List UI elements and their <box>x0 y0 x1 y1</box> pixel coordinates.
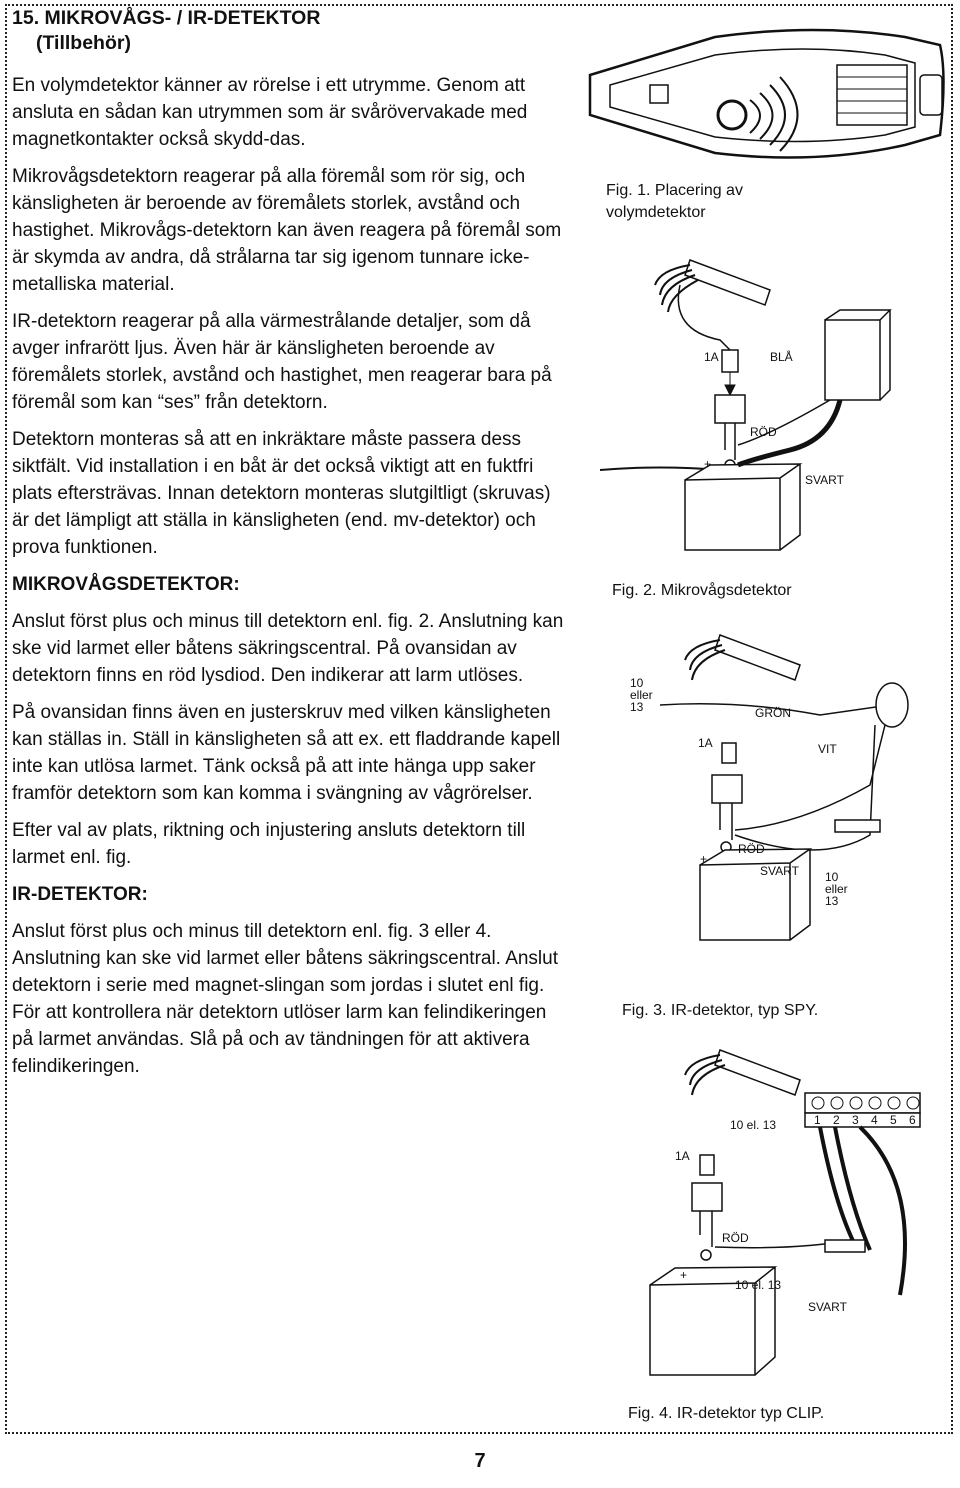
paragraph-mounting: Detektorn monteras så att en inkräktare måste passera dess siktfält. Vid installation i en båt är det också viktigt att en fuktfri plats eftersträvas. Innan detektorn monteras slutgiltligt (skruvas) är det lämpligt att ställa in känsligheten (end. mv-detektor) och prova funktionen. <box>12 429 551 558</box>
fig2-label-red: RÖD <box>750 425 777 439</box>
fig2-label-plus: + <box>704 457 712 471</box>
fig4-caption: Fig. 4. IR-detektor typ CLIP. <box>628 1405 825 1422</box>
fig4-label-black: SVART <box>808 1300 847 1314</box>
paragraph-intro: En volymdetektor känner av rörelse i ett utrymme. Genom att ansluta en sådan kan utrymmen som är svårövervakade med magnetkontakter också skydd-das. <box>12 75 528 150</box>
micro-section-title: MIKROVÅGSDETEKTOR: <box>12 574 240 595</box>
fig4-fuse <box>700 1155 714 1175</box>
fig4-label-wire-top: 10 el. 13 <box>730 1118 777 1132</box>
fig3-label-wire-bot-3: 13 <box>825 894 839 908</box>
fig2-wiring-diagram <box>600 250 930 570</box>
fig2-label-black: SVART <box>805 473 844 487</box>
fig1-caption <box>606 180 743 224</box>
micro-paragraph-2: På ovansidan finns även en justerskruv med vilken känsligheten kan ställas in. Ställ in känsligheten så att ex. ett fladdrande kapell inte kan utlösa larmet. Tänk också på att inte hänga upp saker framför detektorn som kan komma i svängning av vågrörelser. <box>12 702 561 804</box>
ir-paragraph-1: Anslut först plus och minus till detektorn enl. fig. 3 eller 4. Anslutning kan ske vid larmet eller båtens säkringscentral. Anslut detektorn i serie med magnet-slingan som jordas i slutet enl fig. För att kontrollera när detektorn utlöser larm kan felindikeringen på larmet användas. Slå på och av tändningen för att aktivera felindikeringen. <box>12 921 558 1077</box>
fig3-label-wire-top-3: 13 <box>630 700 644 714</box>
micro-paragraph-1: Anslut först plus och minus till detektorn enl. fig. 2. Anslutning kan ske vid larmet eller båtens säkringscentral. På ovansidan av detektorn finns en röd lysdiod. Den indikerar att larm utlöses. <box>12 611 564 686</box>
fig2-label-fuse: 1A <box>704 350 719 364</box>
fig3-label-wire-bot-2: eller <box>825 882 848 896</box>
fig3-wiring-diagram <box>620 625 940 995</box>
ir-section-title: IR-DETEKTOR: <box>12 884 148 905</box>
fig2-caption: Fig. 2. Mikrovågsdetektor <box>612 582 792 599</box>
fig3-label-wire-bot-1: 10 <box>825 870 839 884</box>
fig3-battery <box>700 849 810 940</box>
fig2-connector <box>655 260 770 312</box>
heading-line1: 15. MIKROVÅGS- / IR-DETEKTOR <box>12 7 321 29</box>
fig4-terminal-3: 3 <box>852 1113 859 1127</box>
fig4-connector <box>715 1050 800 1095</box>
fig2-detector <box>825 320 880 400</box>
fig4-terminal-1: 1 <box>814 1113 821 1127</box>
fig2-fuse <box>722 350 738 372</box>
fig1-boat-illustration <box>585 15 955 180</box>
fig3-label-green: GRÖN <box>755 706 791 720</box>
heading-line2: (Tillbehör) <box>36 32 131 54</box>
page-number: 7 <box>474 1450 486 1472</box>
fig2-battery <box>685 464 800 550</box>
paragraph-microwave: Mikrovågsdetektorn reagerar på alla föremål som rör sig, och känsligheten är beroende av föremålets storlek, avstånd och hastighet. Mikrovågs-detektorn kan även reagera på föremål som är skymda av andra, då strålarna tar sig igenom tunnare icke-metalliska material. <box>12 166 562 295</box>
fig4-terminal-2: 2 <box>833 1113 840 1127</box>
fig4-label-plus: + <box>680 1268 688 1282</box>
micro-paragraph-3: Efter val av plats, riktning och injustering ansluts detektorn till larmet enl. fig. <box>12 820 526 868</box>
paragraph-ir: IR-detektorn reagerar på alla värmestrålande detaljer, som då avger infrarött ljus. Även här är känsligheten beroende av föremålets storlek, avstånd och hastighet, men reagerar bara på föremål som kan “ses” från detektorn. <box>12 311 552 413</box>
fig3-label-wire-top-1: 10 <box>630 676 644 690</box>
fig3-label-red: RÖD <box>738 842 765 856</box>
fig3-label-wire-top-2: eller <box>630 688 653 702</box>
fig3-label-fuse: 1A <box>698 736 713 750</box>
fig1-caption-line1: Fig. 1. Placering av <box>606 182 743 199</box>
section-heading <box>12 6 572 56</box>
fig3-label-plus: + <box>700 852 708 866</box>
fig3-caption: Fig. 3. IR-detektor, typ SPY. <box>622 1002 819 1019</box>
text-column <box>12 6 572 1090</box>
fig4-label-wire-bot: 10 el. 13 <box>735 1278 782 1292</box>
fig4-terminal-6: 6 <box>909 1113 916 1127</box>
fig1-caption-line2: volymdetektor <box>606 204 706 221</box>
fig3-detector <box>876 683 908 727</box>
fig3-label-white: VIT <box>818 742 837 756</box>
fig3-connector <box>715 635 800 680</box>
fig3-fuse <box>722 743 736 763</box>
fig4-wiring-diagram <box>620 1035 940 1405</box>
fig2-label-blue: BLÅ <box>770 350 793 364</box>
fig4-label-red: RÖD <box>722 1231 749 1245</box>
fig4-label-fuse: 1A <box>675 1149 690 1163</box>
fig4-terminal-4: 4 <box>871 1113 878 1127</box>
fig3-label-black: SVART <box>760 864 799 878</box>
fig4-terminal-5: 5 <box>890 1113 897 1127</box>
